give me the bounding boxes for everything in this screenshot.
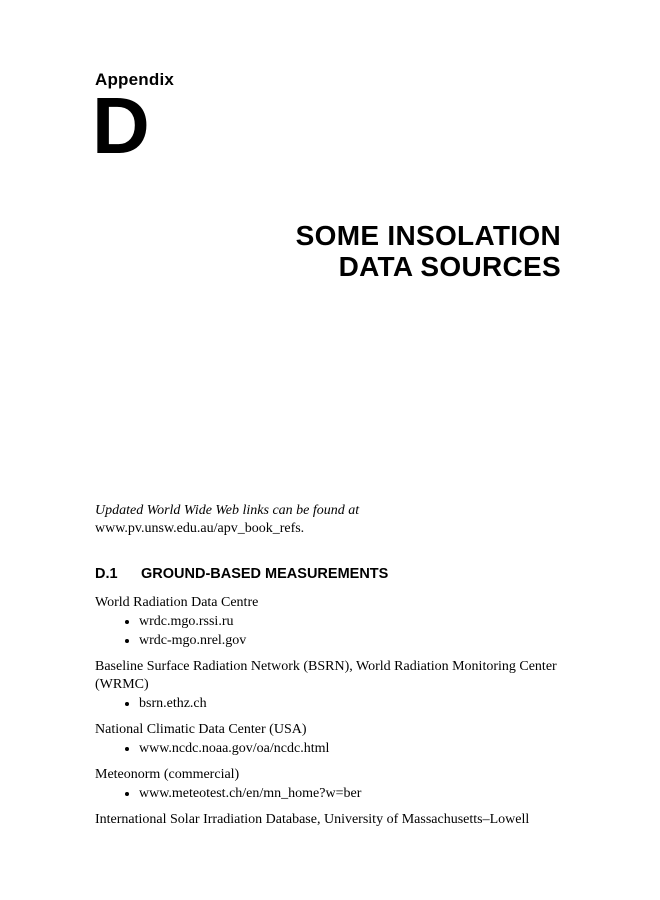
source-entry: Baseline Surface Radiation Network (BSRN), World Radiation Monitoring Center (WRMC) xyxy=(95,659,557,692)
section-number: D.1 xyxy=(95,566,118,582)
source-url-list xyxy=(95,612,568,650)
chapter-title-line1: SOME INSOLATION xyxy=(295,220,561,251)
source-entry: National Climatic Data Center (USA) xyxy=(95,722,307,737)
source-url-list xyxy=(95,784,568,803)
appendix-letter: D xyxy=(92,81,150,170)
section-heading xyxy=(95,566,568,583)
source-list xyxy=(95,594,568,829)
source-url-list xyxy=(95,694,568,713)
web-links-note-text: Updated World Wide Web links can be found at xyxy=(95,503,360,518)
source-entry: International Solar Irradiation Database, University of Massachusetts–Lowell xyxy=(95,812,530,827)
appendix-label: Appendix xyxy=(95,70,175,89)
chapter-title xyxy=(296,220,561,282)
source-url: • www.meteotest.ch/en/mn_home?w=ber xyxy=(139,784,568,803)
source-url: • wrdc-mgo.nrel.gov xyxy=(139,631,568,650)
web-links-note-url: www.pv.unsw.edu.au/apv_book_refs. xyxy=(95,521,305,536)
source-entry: Meteonorm (commercial) xyxy=(95,767,240,782)
section-heading-text: GROUND-BASED MEASUREMENTS xyxy=(141,566,389,582)
section-ground-based-measurements xyxy=(95,566,568,829)
chapter-title-line2: DATA SOURCES xyxy=(338,251,561,282)
source-url: • bsrn.ethz.ch xyxy=(139,694,568,713)
source-entry: World Radiation Data Centre xyxy=(95,595,259,610)
web-links-note xyxy=(95,502,570,538)
source-url: • www.ncdc.noaa.gov/oa/ncdc.html xyxy=(139,739,568,758)
source-url: • wrdc.mgo.rssi.ru xyxy=(139,612,568,631)
source-url-list xyxy=(95,739,568,758)
